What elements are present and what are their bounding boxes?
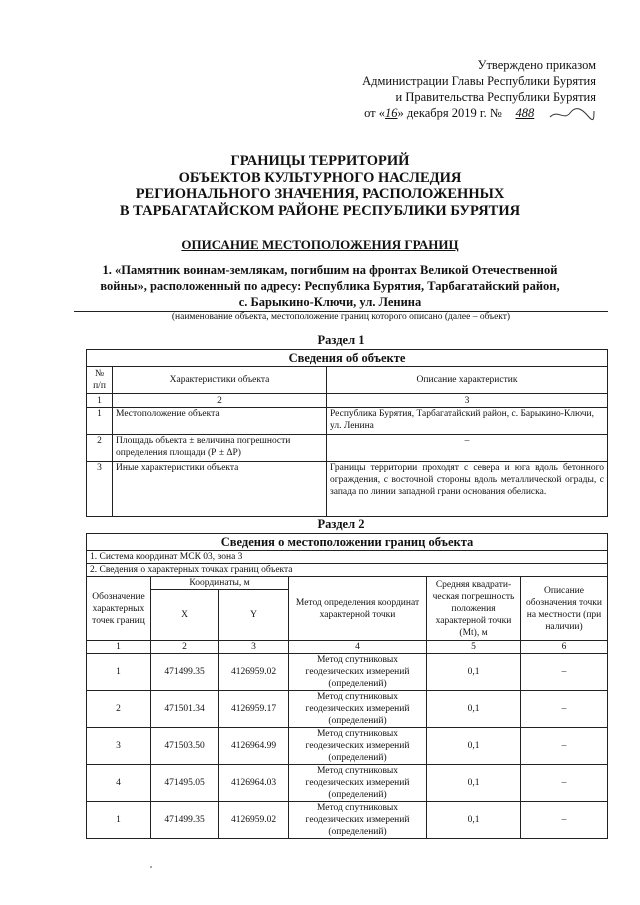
page-speck	[150, 866, 152, 868]
object-info-table	[86, 349, 608, 517]
row-characteristic: Площадь объекта ± величина погрешности определения площади (Р ± ΔР)	[113, 435, 327, 462]
row-characteristic: Иные характеристики объекта	[113, 462, 327, 517]
approval-line-3: и Правительства Республики Бурятия	[395, 90, 596, 104]
point-method: Метод спутниковых геодезических измерений (определений)	[289, 691, 427, 728]
point-method: Метод спутниковых геодезических измерений (определений)	[289, 765, 427, 802]
title-line-1: ГРАНИЦЫ ТЕРРИТОРИЙ	[230, 153, 410, 169]
point-y: 4126959.17	[219, 691, 289, 728]
table-row	[87, 654, 608, 691]
column-number: 3	[327, 394, 608, 408]
point-error: 0,1	[427, 765, 521, 802]
approval-day: 16	[385, 106, 398, 120]
point-y: 4126959.02	[219, 802, 289, 839]
point-error: 0,1	[427, 728, 521, 765]
signature-mark	[548, 107, 596, 121]
title-line-2: ОБЪЕКТОВ КУЛЬТУРНОГО НАСЛЕДИЯ	[178, 169, 462, 186]
header-designation: Обозначение характерных точек границ	[87, 577, 151, 641]
point-description: –	[521, 728, 608, 765]
approval-date-prefix: от «	[364, 106, 386, 120]
document-title	[40, 153, 600, 219]
header-y: Y	[219, 590, 289, 641]
object-line-3: с. Барыкино-Ключи, ул. Ленина	[238, 295, 422, 309]
column-number: 2	[151, 641, 219, 654]
approval-line-1: Утверждено приказом	[477, 58, 596, 72]
points-caption: 2. Сведения о характерных точках границ объекта	[87, 564, 608, 577]
column-number: 2	[113, 394, 327, 408]
point-id: 1	[87, 802, 151, 839]
table-row	[87, 802, 608, 839]
header-characteristic: Характеристики объекта	[113, 367, 327, 394]
table-row	[87, 435, 608, 462]
column-number: 1	[87, 641, 151, 654]
point-description: –	[521, 802, 608, 839]
table-row	[87, 462, 608, 517]
point-y: 4126964.03	[219, 765, 289, 802]
header-point-description: Описание обозначения точки на местности (при наличии)	[521, 577, 608, 641]
point-description: –	[521, 654, 608, 691]
header-coordinates: Координаты, м	[151, 577, 289, 590]
point-y: 4126959.02	[219, 654, 289, 691]
object-name	[70, 262, 590, 310]
point-x: 471503.50	[151, 728, 219, 765]
header-method: Метод определения координат характерной точки	[289, 577, 427, 641]
column-number: 4	[289, 641, 427, 654]
point-id: 2	[87, 691, 151, 728]
point-description: –	[521, 765, 608, 802]
header-x: X	[151, 590, 219, 641]
approval-block	[362, 57, 596, 121]
section2-caption: Сведения о местоположении границ объекта	[87, 534, 608, 551]
point-description: –	[521, 691, 608, 728]
row-characteristic: Местоположение объекта	[113, 408, 327, 435]
row-description: Границы территории проходят с севера и юга вдоль бетонного ограждения, с восточной стороны вдоль металлической ограды, с запада по линии западной грани основания обелиска.	[327, 462, 608, 517]
header-error: Средняя квадрати-ческая погрешность положения характерной точки (Mt), м	[427, 577, 521, 641]
point-id: 1	[87, 654, 151, 691]
point-error: 0,1	[427, 802, 521, 839]
row-number: 1	[87, 408, 113, 435]
table-row	[87, 691, 608, 728]
point-method: Метод спутниковых геодезических измерений (определений)	[289, 802, 427, 839]
coordinate-system: 1. Система координат МСК 03, зона 3	[87, 551, 608, 564]
column-number: 1	[87, 394, 113, 408]
point-y: 4126964.99	[219, 728, 289, 765]
approval-line-2: Администрации Главы Республики Бурятия	[362, 74, 596, 88]
object-line-1: 1. «Памятник воинам-землякам, погибшим на фронтах Великой Отечественной	[102, 263, 558, 277]
section1-title: Раздел 1	[317, 333, 365, 347]
column-number: 5	[427, 641, 521, 654]
point-id: 4	[87, 765, 151, 802]
point-x: 471495.05	[151, 765, 219, 802]
point-x: 471499.35	[151, 654, 219, 691]
object-line-2: войны», расположенный по адресу: Республика Бурятия, Тарбагатайский район,	[100, 279, 560, 293]
title-line-4: В ТАРБАГАТАЙСКОМ РАЙОНЕ РЕСПУБЛИКИ БУРЯТИЯ	[119, 202, 521, 219]
title-line-3: РЕГИОНАЛЬНОГО ЗНАЧЕНИЯ, РАСПОЛОЖЕННЫХ	[135, 186, 505, 202]
row-description: –	[327, 435, 608, 462]
document-subtitle: ОПИСАНИЕ МЕСТОПОЛОЖЕНИЯ ГРАНИЦ	[181, 237, 459, 252]
approval-number: 488	[515, 106, 535, 120]
approval-date-suffix: » декабря 2019 г. №	[397, 106, 502, 120]
section2-title: Раздел 2	[317, 517, 365, 531]
point-x: 471499.35	[151, 802, 219, 839]
point-id: 3	[87, 728, 151, 765]
column-number: 6	[521, 641, 608, 654]
point-error: 0,1	[427, 654, 521, 691]
row-description: Республика Бурятия, Тарбагатайский район, с. Барыкино-Ключи, ул. Ленина	[327, 408, 608, 435]
row-number: 2	[87, 435, 113, 462]
boundary-points-table	[86, 533, 608, 839]
table-row	[87, 408, 608, 435]
point-error: 0,1	[427, 691, 521, 728]
column-number: 3	[219, 641, 289, 654]
header-number: № п/п	[87, 367, 113, 394]
table-row	[87, 765, 608, 802]
approval-date-line	[362, 105, 596, 121]
point-method: Метод спутниковых геодезических измерений (определений)	[289, 728, 427, 765]
row-number: 3	[87, 462, 113, 517]
table-row	[87, 728, 608, 765]
object-hint: (наименование объекта, местоположение границ которого описано (далее – объект)	[171, 312, 511, 322]
section1-caption: Сведения об объекте	[87, 350, 608, 367]
header-description: Описание характеристик	[327, 367, 608, 394]
point-method: Метод спутниковых геодезических измерений (определений)	[289, 654, 427, 691]
point-x: 471501.34	[151, 691, 219, 728]
